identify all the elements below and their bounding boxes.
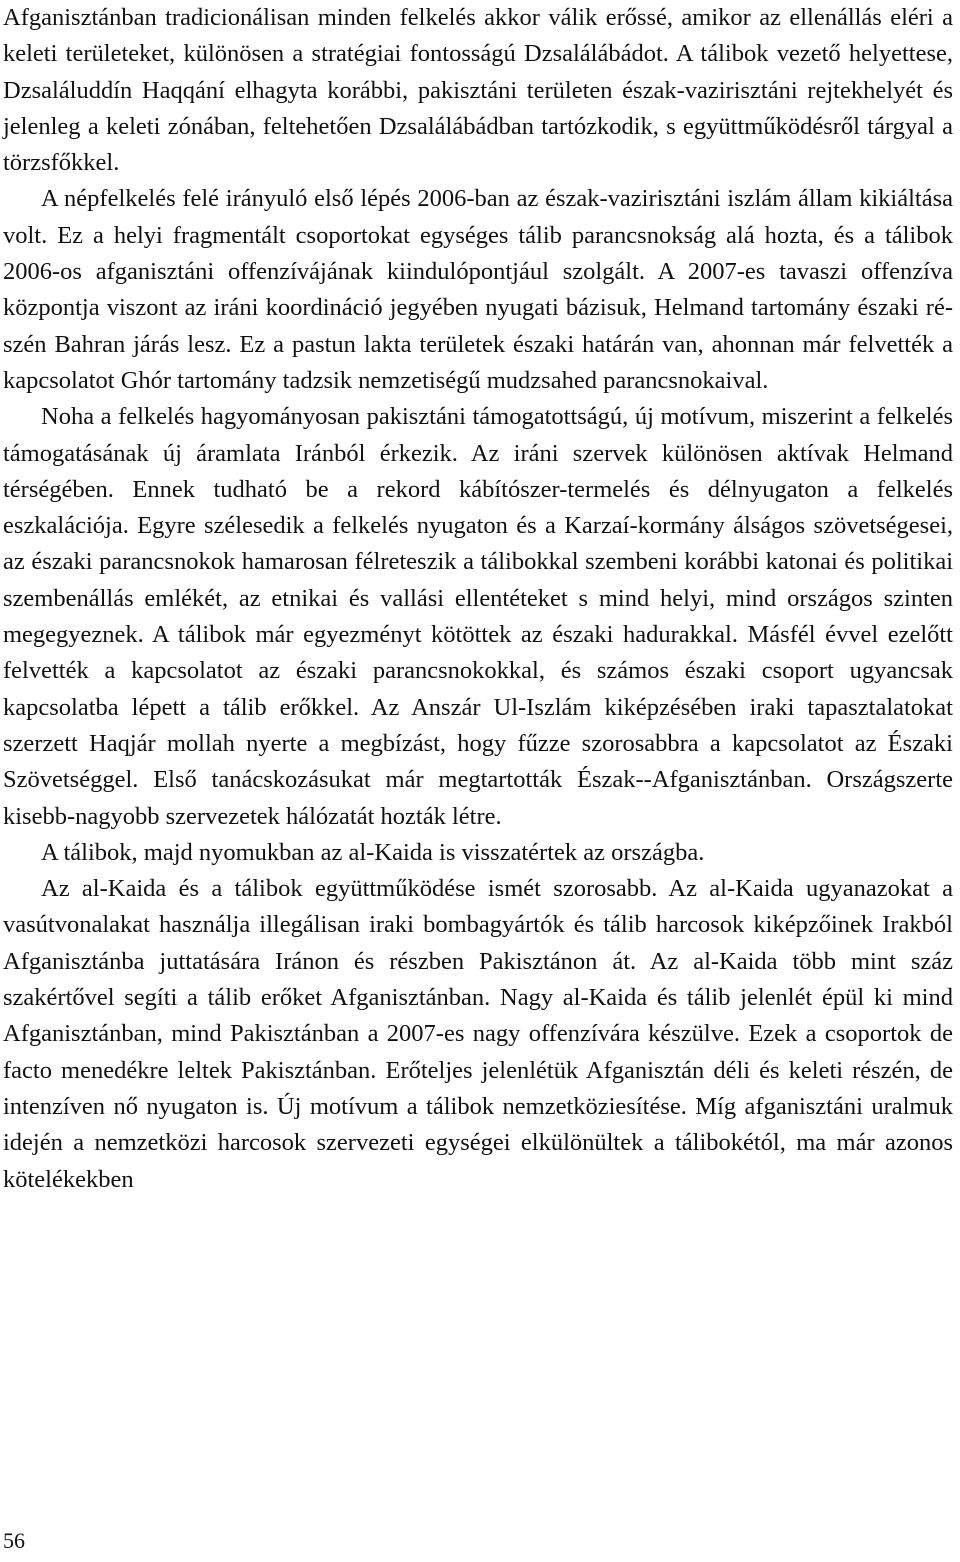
page-number: 56 xyxy=(3,1528,25,1553)
document-page xyxy=(3,0,953,1198)
paragraph-3: Noha a felkelés hagyományosan pakisztáni támogatottságú, új motívum, miszerint a felkelés támogatásának új áramlata Iránból érkezik. Az iráni szervek különösen aktívak Helmand térségében. Ennek tudható be a rekord kábítószer-termelés és délnyugaton a felkelés eszkalációja. Egyre szélesedik a felkelés nyugaton és a Karzaí-kormány álságos szövetségesei, az északi parancsnokok hamarosan félreteszik a tálibokkal szembeni korábbi katonai és politikai szembenállás emlékét, az etnikai és vallási ellentéteket s mind helyi, mind országos szinten megegyeznek. A tálibok már egyezményt kötöttek az északi hadurakkal. Másfél évvel ezelőtt felvették a kapcsolatot az északi parancsnokokkal, és számos északi csoport ugyancsak kapcsolatba lépett a tálib erőkkel. Az Anszár Ul-Iszlám kiképzésében iraki tapasztalatokat szerzett Haqjár mollah nyerte a megbízást, hogy fűzze szorosabbra a kapcsolatot az Északi Szövetséggel. Első tanácskozásukat már megtartották Észak--Afganisztánban. Országszerte kisebb-nagyobb szervezetek hálózatát hozták létre. xyxy=(3,403,953,830)
paragraph-5: Az al-Kaida és a tálibok együttműködése ismét szorosabb. Az al-Kaida ugyanazokat a vasútvonalakat használja illegálisan iraki bombagyártók és tálib harcosok kiképzőinek Irakból Afganisztánba juttatására Iránon és részben Pakisztánon át. Az al-Kaida több mint száz szakértővel segíti a tálib erőket Afganisztánban. Nagy al-Kaida és tálib jelenlét épül ki mind Afganisztánban, mind Pakisztánban a 2007-es nagy offenzívára készülve. Ezek a csoportok de facto menedékre leltek Pakisztánban. Erőteljes jelenlétük Afganisztán déli és keleti részén, de intenzíven nő nyugaton is. Új motívum a tálibok nemzetköziesítése. Míg afganisztáni uralmuk idején a nemzetközi harcosok szervezeti egységei elkülönültek a tálibokétól, ma már azonos kötelékekben xyxy=(3,875,953,1193)
paragraph-2: A népfelkelés felé irányuló első lépés 2006-ban az észak-vazirisztáni iszlám állam kikiáltása volt. Ez a helyi fragmentált csoportokat egységes tálib parancsnokság alá hozta, és a tálibok 2006-os afganisztáni offenzívájának kiindulópontjául szolgált. A 2007-es tavaszi offenzíva központja viszont az iráni koordináció jegyében nyugati bázisuk, Helmand tartomány északi részén Bahran járás lesz. Ez a pastun lakta területek északi határán van, ahonnan már felvették a kapcsolatot Ghór tartomány tadzsik nemzetiségű mudzsahed parancsnokaival. xyxy=(3,185,953,394)
body-text xyxy=(3,0,953,1198)
paragraph-4: A tálibok, majd nyomukban az al-Kaida is visszatértek az országba. xyxy=(41,838,705,866)
paragraph-1: Afganisztánban tradicionálisan minden felkelés akkor válik erőssé, amikor az ellenállás eléri a keleti területeket, különösen a stratégiai fontosságú Dzsalálábádot. A tálibok vezető helyettese, Dzsaláluddín Haqqání elhagyta korábbi, pakisztáni területen észak-vazirisztáni rejtekhelyét és jelenleg a keleti zónában, feltehetően Dzsalálábádban tartózkodik, s együttműködésről tárgyal a törzsfőkkel. xyxy=(3,4,953,177)
